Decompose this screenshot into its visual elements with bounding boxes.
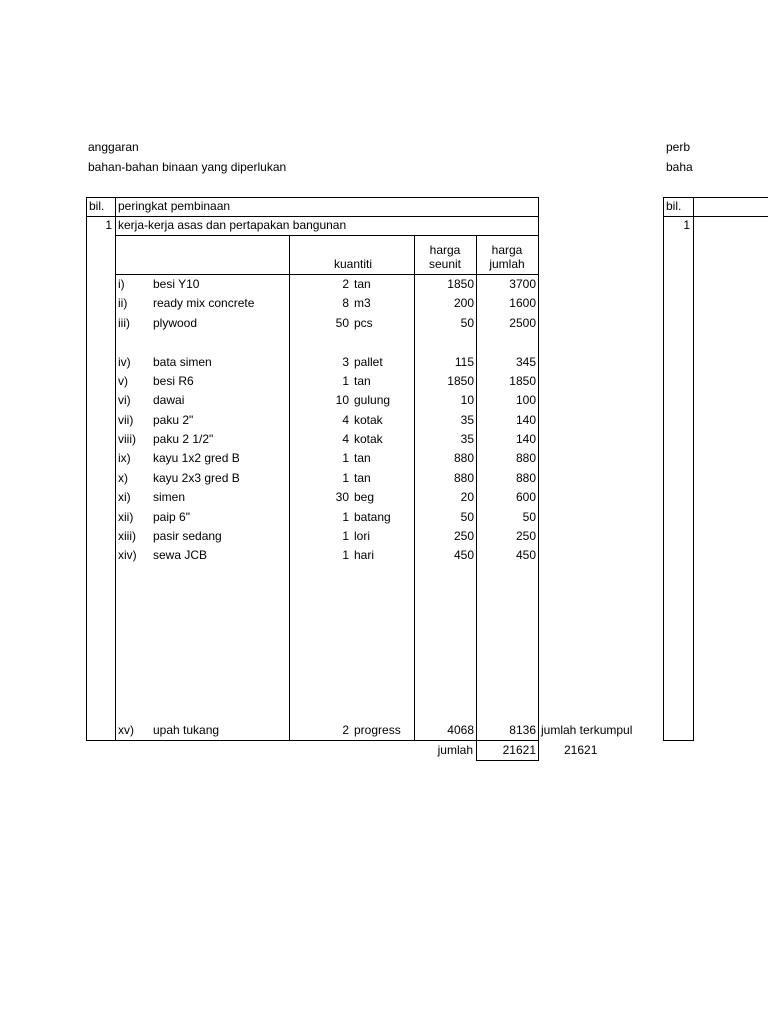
item-total: 140 bbox=[515, 413, 536, 427]
item-total: 450 bbox=[515, 548, 536, 562]
right-bil-header: bil. bbox=[666, 199, 682, 213]
item-unit-price: 4068 bbox=[447, 723, 474, 737]
item-quantity: 3 bbox=[342, 355, 349, 369]
peringkat-header: peringkat pembinaan bbox=[118, 199, 231, 213]
item-number: xv) bbox=[118, 723, 134, 737]
bil-column-border bbox=[115, 197, 116, 741]
section-title: kerja-kerja asas dan pertapakan bangunan bbox=[118, 218, 347, 232]
item-quantity: 1 bbox=[342, 451, 349, 465]
bil-header: bil. bbox=[89, 199, 105, 213]
item-total: 3700 bbox=[509, 277, 536, 291]
item-total: 140 bbox=[515, 432, 536, 446]
table-header-divider bbox=[86, 216, 539, 217]
item-quantity: 4 bbox=[342, 413, 349, 427]
item-unit-price: 20 bbox=[460, 490, 474, 504]
item-unit-price: 1850 bbox=[447, 374, 474, 388]
item-quantity: 8 bbox=[342, 296, 349, 310]
item-quantity: 50 bbox=[335, 316, 349, 330]
table-top-border bbox=[86, 197, 539, 198]
page-subtitle: bahan-bahan binaan yang diperlukan bbox=[88, 160, 287, 174]
item-unit: kotak bbox=[354, 432, 383, 446]
item-quantity: 1 bbox=[342, 548, 349, 562]
item-total: 2500 bbox=[509, 316, 536, 330]
item-name: dawai bbox=[153, 393, 185, 407]
item-unit: lori bbox=[354, 529, 371, 543]
item-unit: hari bbox=[354, 548, 375, 562]
right-table-top-border bbox=[663, 197, 768, 198]
item-unit-price: 35 bbox=[460, 413, 474, 427]
right-page-subtitle: baha bbox=[666, 160, 693, 174]
item-total: 250 bbox=[515, 529, 536, 543]
item-name: pasir sedang bbox=[153, 529, 222, 543]
kuantiti-column-border bbox=[289, 235, 290, 741]
table-bottom-border bbox=[86, 740, 539, 741]
right-table-bil-border bbox=[693, 197, 694, 741]
item-unit: tan bbox=[354, 374, 371, 388]
item-unit-price: 250 bbox=[453, 529, 474, 543]
item-name: paip 6" bbox=[153, 510, 190, 524]
item-quantity: 1 bbox=[342, 374, 349, 388]
item-number: ii) bbox=[118, 296, 128, 310]
item-name: simen bbox=[153, 490, 186, 504]
item-unit: beg bbox=[354, 490, 375, 504]
item-name: besi R6 bbox=[153, 374, 194, 388]
item-name: plywood bbox=[153, 316, 198, 330]
item-quantity: 4 bbox=[342, 432, 349, 446]
item-number: v) bbox=[118, 374, 128, 388]
item-unit-price: 1850 bbox=[447, 277, 474, 291]
item-number: xiii) bbox=[118, 529, 136, 543]
item-quantity: 1 bbox=[342, 471, 349, 485]
item-unit: progress bbox=[354, 723, 401, 737]
right-row-number: 1 bbox=[683, 218, 690, 232]
right-table-bottom-border bbox=[663, 740, 694, 741]
item-number: vi) bbox=[118, 393, 131, 407]
item-number: i) bbox=[118, 277, 125, 291]
item-name: sewa JCB bbox=[153, 548, 208, 562]
jumlah-label: jumlah bbox=[437, 743, 473, 757]
item-quantity: 1 bbox=[342, 529, 349, 543]
item-number: iii) bbox=[118, 316, 130, 330]
item-quantity: 10 bbox=[335, 393, 349, 407]
right-page-title: perb bbox=[666, 140, 691, 154]
item-name: kayu 1x2 gred B bbox=[153, 451, 240, 465]
item-unit-price: 450 bbox=[453, 548, 474, 562]
item-name: kayu 2x3 gred B bbox=[153, 471, 240, 485]
item-quantity: 2 bbox=[342, 277, 349, 291]
item-quantity: 2 bbox=[342, 723, 349, 737]
item-name: paku 2 1/2" bbox=[153, 432, 214, 446]
item-unit-price: 50 bbox=[460, 316, 474, 330]
item-number: xiv) bbox=[118, 548, 137, 562]
harga-seunit-header-line2: seunit bbox=[428, 257, 462, 271]
item-unit-price: 10 bbox=[460, 393, 474, 407]
item-total: 345 bbox=[515, 355, 536, 369]
harga-seunit-header-line1: harga bbox=[429, 243, 461, 257]
item-total: 100 bbox=[515, 393, 536, 407]
item-name: upah tukang bbox=[153, 723, 220, 737]
jumlah-column-border bbox=[476, 235, 477, 761]
item-name: paku 2" bbox=[153, 413, 194, 427]
harga-jumlah-header-line1: harga bbox=[491, 243, 523, 257]
table-right-border bbox=[538, 197, 539, 761]
item-number: viii) bbox=[118, 432, 136, 446]
item-quantity: 1 bbox=[342, 510, 349, 524]
right-table-left-border bbox=[663, 197, 664, 741]
jumlah-terkumpul-label: jumlah terkumpul bbox=[541, 723, 633, 737]
item-number: ix) bbox=[118, 451, 131, 465]
item-unit-price: 880 bbox=[453, 451, 474, 465]
item-unit: m3 bbox=[354, 296, 371, 310]
item-unit: pallet bbox=[354, 355, 383, 369]
item-total: 880 bbox=[515, 451, 536, 465]
item-unit-price: 200 bbox=[453, 296, 474, 310]
row-number: 1 bbox=[105, 218, 112, 232]
item-unit: tan bbox=[354, 471, 371, 485]
kuantiti-header: kuantiti bbox=[333, 257, 372, 271]
item-total: 600 bbox=[515, 490, 536, 504]
right-table-header-divider bbox=[663, 216, 768, 217]
item-number: vii) bbox=[118, 413, 134, 427]
item-total: 1600 bbox=[509, 296, 536, 310]
item-unit-price: 115 bbox=[454, 355, 474, 369]
seunit-column-border bbox=[414, 235, 415, 741]
item-total: 880 bbox=[515, 471, 536, 485]
item-name: ready mix concrete bbox=[153, 296, 255, 310]
page-title: anggaran bbox=[88, 140, 139, 154]
item-name: bata simen bbox=[153, 355, 212, 369]
item-quantity: 30 bbox=[335, 490, 349, 504]
item-number: iv) bbox=[118, 355, 131, 369]
item-unit: gulung bbox=[354, 393, 391, 407]
item-unit: batang bbox=[354, 510, 391, 524]
item-unit: pcs bbox=[354, 316, 373, 330]
item-total: 8136 bbox=[509, 723, 536, 737]
item-unit-price: 50 bbox=[460, 510, 474, 524]
item-number: xi) bbox=[118, 490, 131, 504]
item-unit: kotak bbox=[354, 413, 383, 427]
item-unit-price: 880 bbox=[453, 471, 474, 485]
item-number: xii) bbox=[118, 510, 134, 524]
item-total: 1850 bbox=[509, 374, 536, 388]
table-left-border bbox=[86, 197, 87, 741]
item-name: besi Y10 bbox=[153, 277, 200, 291]
jumlah-value: 21621 bbox=[502, 743, 536, 757]
item-unit: tan bbox=[354, 451, 371, 465]
item-number: x) bbox=[118, 471, 128, 485]
item-unit-price: 35 bbox=[460, 432, 474, 446]
total-cell-bottom-border bbox=[476, 760, 539, 761]
item-unit: tan bbox=[354, 277, 371, 291]
harga-jumlah-header-line2: jumlah bbox=[489, 257, 525, 271]
jumlah-terkumpul-value: 21621 bbox=[564, 743, 598, 757]
item-total: 50 bbox=[522, 510, 536, 524]
